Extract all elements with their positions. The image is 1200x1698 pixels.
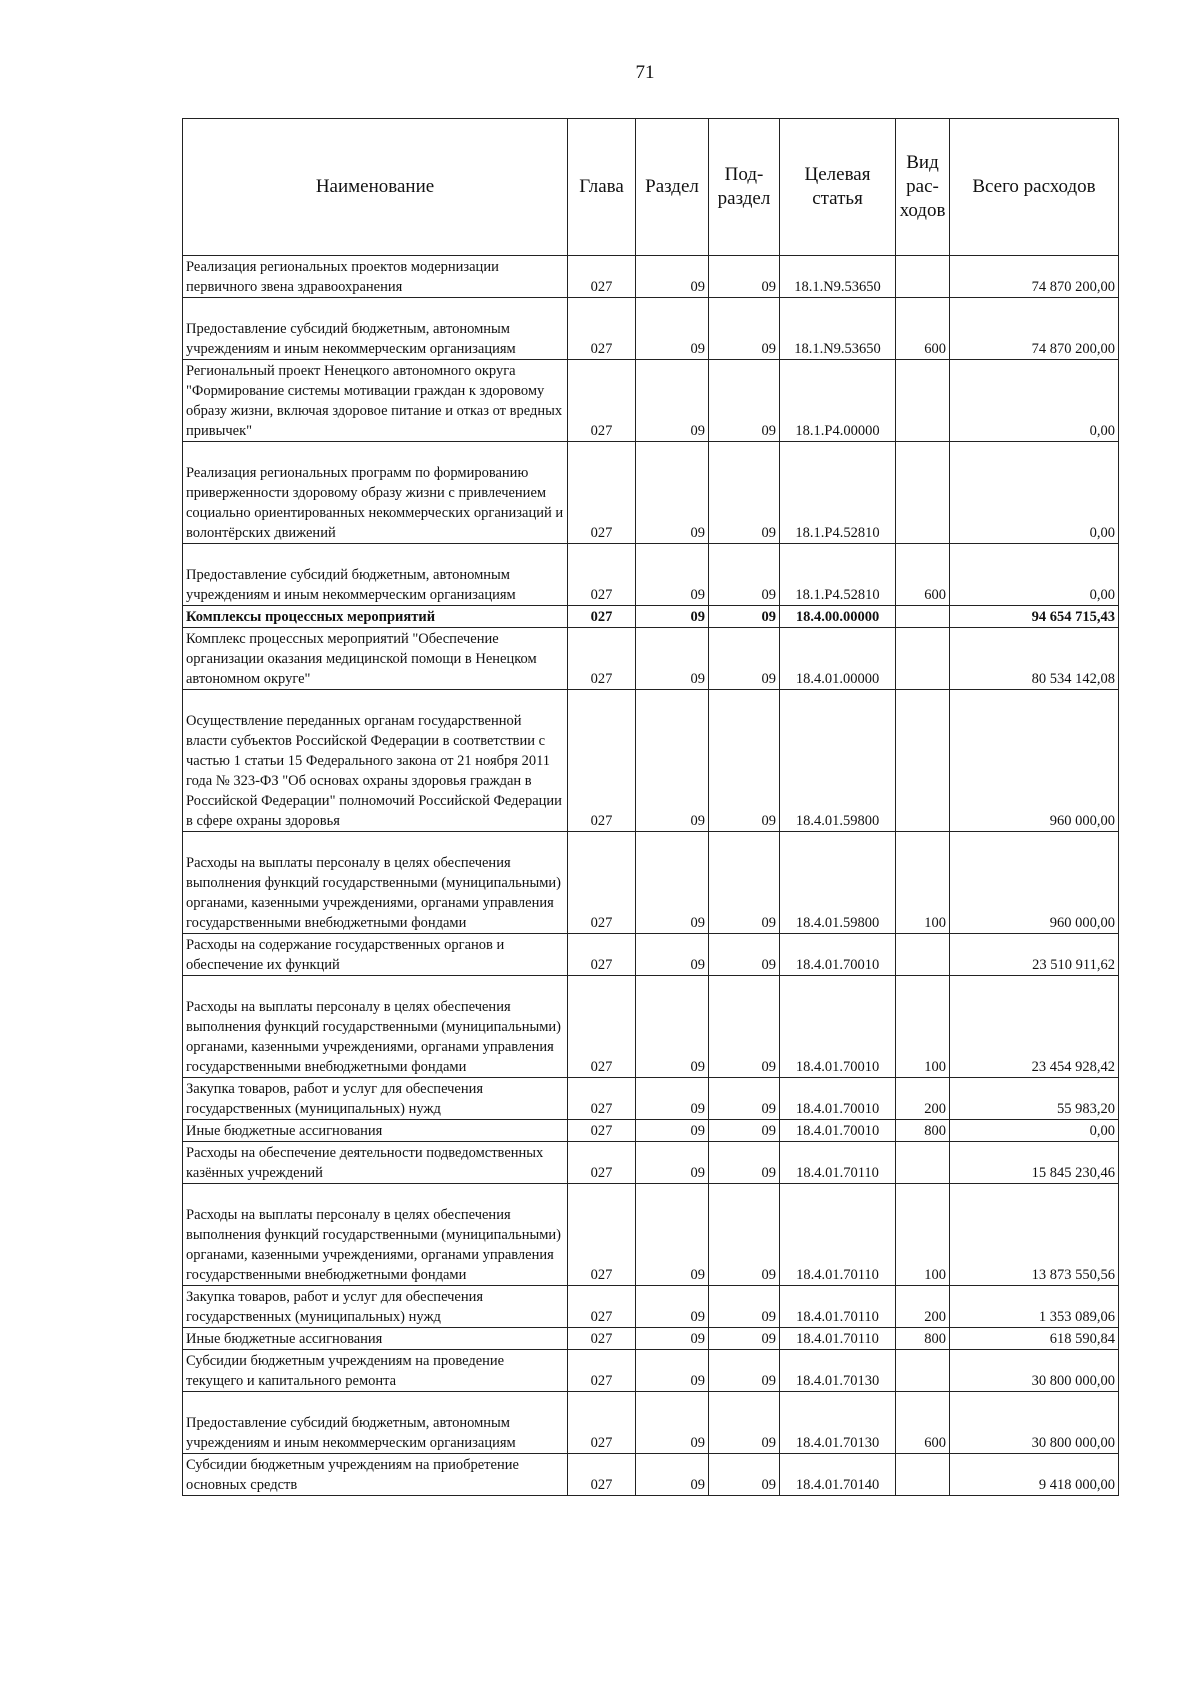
table-row: [183, 298, 1119, 360]
table-cell-total: 960 000,00: [950, 832, 1119, 934]
table-cell-total: 0,00: [950, 442, 1119, 544]
table-cell-glava: 027: [568, 1286, 636, 1328]
table-cell-vid: [896, 442, 950, 544]
table-cell-name: Комплекс процессных мероприятий "Обеспечение организации оказания медицинской помощи в Ненецком автономном округе": [183, 628, 568, 690]
table-cell-glava: 027: [568, 1184, 636, 1286]
table-cell-razdel: 09: [636, 690, 709, 832]
table-cell-razdel: 09: [636, 1078, 709, 1120]
table-cell-total: 23 510 911,62: [950, 934, 1119, 976]
header-statya: Целевая статья: [780, 119, 896, 256]
table-cell-glava: 027: [568, 1392, 636, 1454]
table-cell-razdel: 09: [636, 360, 709, 442]
table-cell-total: 30 800 000,00: [950, 1392, 1119, 1454]
table-cell-vid: [896, 690, 950, 832]
table-cell-vid: 200: [896, 1078, 950, 1120]
table-row: [183, 1120, 1119, 1142]
table-cell-razdel: 09: [636, 628, 709, 690]
table-row: [183, 1286, 1119, 1328]
table-cell-name: Расходы на содержание государственных органов и обеспечение их функций: [183, 934, 568, 976]
table-row: [183, 1350, 1119, 1392]
table-cell-name: Иные бюджетные ассигнования: [183, 1328, 568, 1350]
table-cell-podrazdel: 09: [709, 360, 780, 442]
table-cell-razdel: 09: [636, 832, 709, 934]
table-cell-total: 15 845 230,46: [950, 1142, 1119, 1184]
table-cell-statya: 18.1.P4.52810: [780, 544, 896, 606]
table-cell-name: Расходы на обеспечение деятельности подведомственных казённых учреждений: [183, 1142, 568, 1184]
table-cell-podrazdel: 09: [709, 1454, 780, 1496]
table-cell-glava: 027: [568, 544, 636, 606]
table-cell-razdel: 09: [636, 1328, 709, 1350]
table-cell-podrazdel: 09: [709, 628, 780, 690]
header-name: Наименование: [183, 119, 568, 256]
table-cell-podrazdel: 09: [709, 1328, 780, 1350]
table-cell-podrazdel: 09: [709, 690, 780, 832]
table-row: [183, 628, 1119, 690]
table-cell-statya: 18.1.P4.00000: [780, 360, 896, 442]
table-cell-razdel: 09: [636, 1392, 709, 1454]
table-row: [183, 1184, 1119, 1286]
table-cell-vid: [896, 1350, 950, 1392]
header-total: Всего расходов: [950, 119, 1119, 256]
table-cell-podrazdel: 09: [709, 832, 780, 934]
table-cell-total: 1 353 089,06: [950, 1286, 1119, 1328]
table-cell-name: Субсидии бюджетным учреждениям на приобретение основных средств: [183, 1454, 568, 1496]
table-cell-name: Региональный проект Ненецкого автономного округа "Формирование системы мотивации граждан к здоровому образу жизни, включая здоровое питание и отказ от вредных привычек": [183, 360, 568, 442]
table-cell-total: 74 870 200,00: [950, 298, 1119, 360]
table-cell-razdel: 09: [636, 976, 709, 1078]
table-cell-name: Расходы на выплаты персоналу в целях обеспечения выполнения функций государственными (муниципальными) органами, казенными учреждениями, органами управления государственными внебюджетными фондами: [183, 976, 568, 1078]
table-row: [183, 544, 1119, 606]
table-cell-name: Комплексы процессных мероприятий: [183, 606, 568, 628]
table-header-row: [183, 119, 1119, 256]
table-row: [183, 1328, 1119, 1350]
table-cell-glava: 027: [568, 832, 636, 934]
table-row: [183, 1392, 1119, 1454]
table-row: [183, 1454, 1119, 1496]
table-cell-total: 9 418 000,00: [950, 1454, 1119, 1496]
table-cell-total: 0,00: [950, 1120, 1119, 1142]
table-cell-total: 13 873 550,56: [950, 1184, 1119, 1286]
table-cell-total: 0,00: [950, 544, 1119, 606]
table-cell-vid: 800: [896, 1120, 950, 1142]
table-row: [183, 360, 1119, 442]
table-cell-name: Реализация региональных проектов модернизации первичного звена здравоохранения: [183, 256, 568, 298]
table-cell-glava: 027: [568, 360, 636, 442]
table-cell-statya: 18.4.01.70130: [780, 1392, 896, 1454]
table-cell-statya: 18.4.01.59800: [780, 832, 896, 934]
table-cell-podrazdel: 09: [709, 1184, 780, 1286]
table-cell-podrazdel: 09: [709, 934, 780, 976]
table-cell-total: 960 000,00: [950, 690, 1119, 832]
table-row: [183, 1142, 1119, 1184]
table-cell-vid: 100: [896, 1184, 950, 1286]
table-cell-glava: 027: [568, 256, 636, 298]
table-cell-vid: 600: [896, 544, 950, 606]
table-cell-vid: [896, 360, 950, 442]
table-cell-glava: 027: [568, 1078, 636, 1120]
table-cell-total: 0,00: [950, 360, 1119, 442]
table-cell-total: 23 454 928,42: [950, 976, 1119, 1078]
table-cell-razdel: 09: [636, 1286, 709, 1328]
page-number: 71: [635, 62, 655, 83]
table-cell-name: Расходы на выплаты персоналу в целях обеспечения выполнения функций государственными (муниципальными) органами, казенными учреждениями, органами управления государственными внебюджетными фондами: [183, 832, 568, 934]
table-cell-statya: 18.4.00.00000: [780, 606, 896, 628]
table-cell-podrazdel: 09: [709, 1392, 780, 1454]
table-cell-name: Иные бюджетные ассигнования: [183, 1120, 568, 1142]
table-cell-podrazdel: 09: [709, 1350, 780, 1392]
table-cell-glava: 027: [568, 606, 636, 628]
header-glava: Глава: [568, 119, 636, 256]
table-cell-glava: 027: [568, 1328, 636, 1350]
table-cell-razdel: 09: [636, 1184, 709, 1286]
table-cell-vid: [896, 256, 950, 298]
table-cell-vid: 200: [896, 1286, 950, 1328]
table-cell-name: Предоставление субсидий бюджетным, автономным учреждениям и иным некоммерческим организациям: [183, 544, 568, 606]
header-podrazdel: Под- раздел: [709, 119, 780, 256]
table-cell-podrazdel: 09: [709, 256, 780, 298]
table-cell-total: 30 800 000,00: [950, 1350, 1119, 1392]
table-cell-vid: [896, 934, 950, 976]
table-cell-statya: 18.4.01.70130: [780, 1350, 896, 1392]
table-cell-total: 80 534 142,08: [950, 628, 1119, 690]
table-cell-statya: 18.4.01.00000: [780, 628, 896, 690]
table-cell-razdel: 09: [636, 442, 709, 544]
table-cell-glava: 027: [568, 690, 636, 832]
table-cell-statya: 18.4.01.70010: [780, 976, 896, 1078]
table-cell-total: 55 983,20: [950, 1078, 1119, 1120]
table-cell-glava: 027: [568, 1350, 636, 1392]
table-row: [183, 256, 1119, 298]
table-cell-podrazdel: 09: [709, 606, 780, 628]
table-cell-name: Закупка товаров, работ и услуг для обеспечения государственных (муниципальных) нужд: [183, 1286, 568, 1328]
table-cell-name: Осуществление переданных органам государственной власти субъектов Российской Федерации в соответствии с частью 1 статьи 15 Федерального закона от 21 ноября 2011 года № 323-ФЗ "Об основах охраны здоровья граждан в Российской Федерации" полномочий Российской Федерации в сфере охраны здоровья: [183, 690, 568, 832]
table-cell-statya: 18.1.P4.52810: [780, 442, 896, 544]
table-row: [183, 690, 1119, 832]
table-row: [183, 1078, 1119, 1120]
table-cell-statya: 18.1.N9.53650: [780, 256, 896, 298]
table-cell-name: Реализация региональных программ по формированию приверженности здоровому образу жизни с привлечением социально ориентированных некоммерческих организаций и волонтёрских движений: [183, 442, 568, 544]
header-razdel: Раздел: [636, 119, 709, 256]
table-cell-vid: [896, 1454, 950, 1496]
table-cell-name: Расходы на выплаты персоналу в целях обеспечения выполнения функций государственными (муниципальными) органами, казенными учреждениями, органами управления государственными внебюджетными фондами: [183, 1184, 568, 1286]
table-cell-vid: 100: [896, 832, 950, 934]
table-cell-vid: 800: [896, 1328, 950, 1350]
table-cell-razdel: 09: [636, 1350, 709, 1392]
table-cell-vid: 100: [896, 976, 950, 1078]
table-cell-name: Предоставление субсидий бюджетным, автономным учреждениям и иным некоммерческим организациям: [183, 1392, 568, 1454]
table-cell-vid: 600: [896, 298, 950, 360]
table-cell-glava: 027: [568, 1454, 636, 1496]
table-cell-podrazdel: 09: [709, 544, 780, 606]
budget-table: [182, 118, 1119, 1496]
table-body: [183, 256, 1119, 1496]
table-cell-podrazdel: 09: [709, 1286, 780, 1328]
table-cell-podrazdel: 09: [709, 298, 780, 360]
table-row: [183, 934, 1119, 976]
table-cell-podrazdel: 09: [709, 1142, 780, 1184]
table-row: [183, 442, 1119, 544]
table-cell-statya: 18.1.N9.53650: [780, 298, 896, 360]
table-cell-vid: [896, 1142, 950, 1184]
table-cell-statya: 18.4.01.70140: [780, 1454, 896, 1496]
table-cell-glava: 027: [568, 934, 636, 976]
table-cell-razdel: 09: [636, 1120, 709, 1142]
table-cell-razdel: 09: [636, 544, 709, 606]
table-cell-razdel: 09: [636, 256, 709, 298]
header-vid: Вид рас- ходов: [896, 119, 950, 256]
table-cell-podrazdel: 09: [709, 442, 780, 544]
table-cell-glava: 027: [568, 1142, 636, 1184]
table-cell-glava: 027: [568, 442, 636, 544]
table-cell-total: 618 590,84: [950, 1328, 1119, 1350]
table-cell-podrazdel: 09: [709, 1120, 780, 1142]
table-cell-vid: [896, 628, 950, 690]
table-cell-statya: 18.4.01.70010: [780, 1078, 896, 1120]
table-cell-statya: 18.4.01.70110: [780, 1286, 896, 1328]
table-cell-glava: 027: [568, 976, 636, 1078]
table-cell-statya: 18.4.01.70110: [780, 1184, 896, 1286]
table-cell-razdel: 09: [636, 1142, 709, 1184]
table-cell-podrazdel: 09: [709, 1078, 780, 1120]
table-cell-statya: 18.4.01.70110: [780, 1328, 896, 1350]
table-row: [183, 976, 1119, 1078]
table-cell-podrazdel: 09: [709, 976, 780, 1078]
table-cell-glava: 027: [568, 1120, 636, 1142]
table-cell-glava: 027: [568, 628, 636, 690]
table-cell-name: Закупка товаров, работ и услуг для обеспечения государственных (муниципальных) нужд: [183, 1078, 568, 1120]
table-cell-statya: 18.4.01.59800: [780, 690, 896, 832]
table-cell-statya: 18.4.01.70010: [780, 934, 896, 976]
table-cell-statya: 18.4.01.70010: [780, 1120, 896, 1142]
table-cell-razdel: 09: [636, 1454, 709, 1496]
table-cell-name: Субсидии бюджетным учреждениям на проведение текущего и капитального ремонта: [183, 1350, 568, 1392]
table-row: [183, 832, 1119, 934]
table-cell-total: 74 870 200,00: [950, 256, 1119, 298]
table-cell-razdel: 09: [636, 298, 709, 360]
table-cell-total: 94 654 715,43: [950, 606, 1119, 628]
table-row: [183, 606, 1119, 628]
table-cell-statya: 18.4.01.70110: [780, 1142, 896, 1184]
table-cell-razdel: 09: [636, 934, 709, 976]
table-cell-glava: 027: [568, 298, 636, 360]
table-cell-name: Предоставление субсидий бюджетным, автономным учреждениям и иным некоммерческим организациям: [183, 298, 568, 360]
table-cell-razdel: 09: [636, 606, 709, 628]
table-cell-vid: 600: [896, 1392, 950, 1454]
table-cell-vid: [896, 606, 950, 628]
